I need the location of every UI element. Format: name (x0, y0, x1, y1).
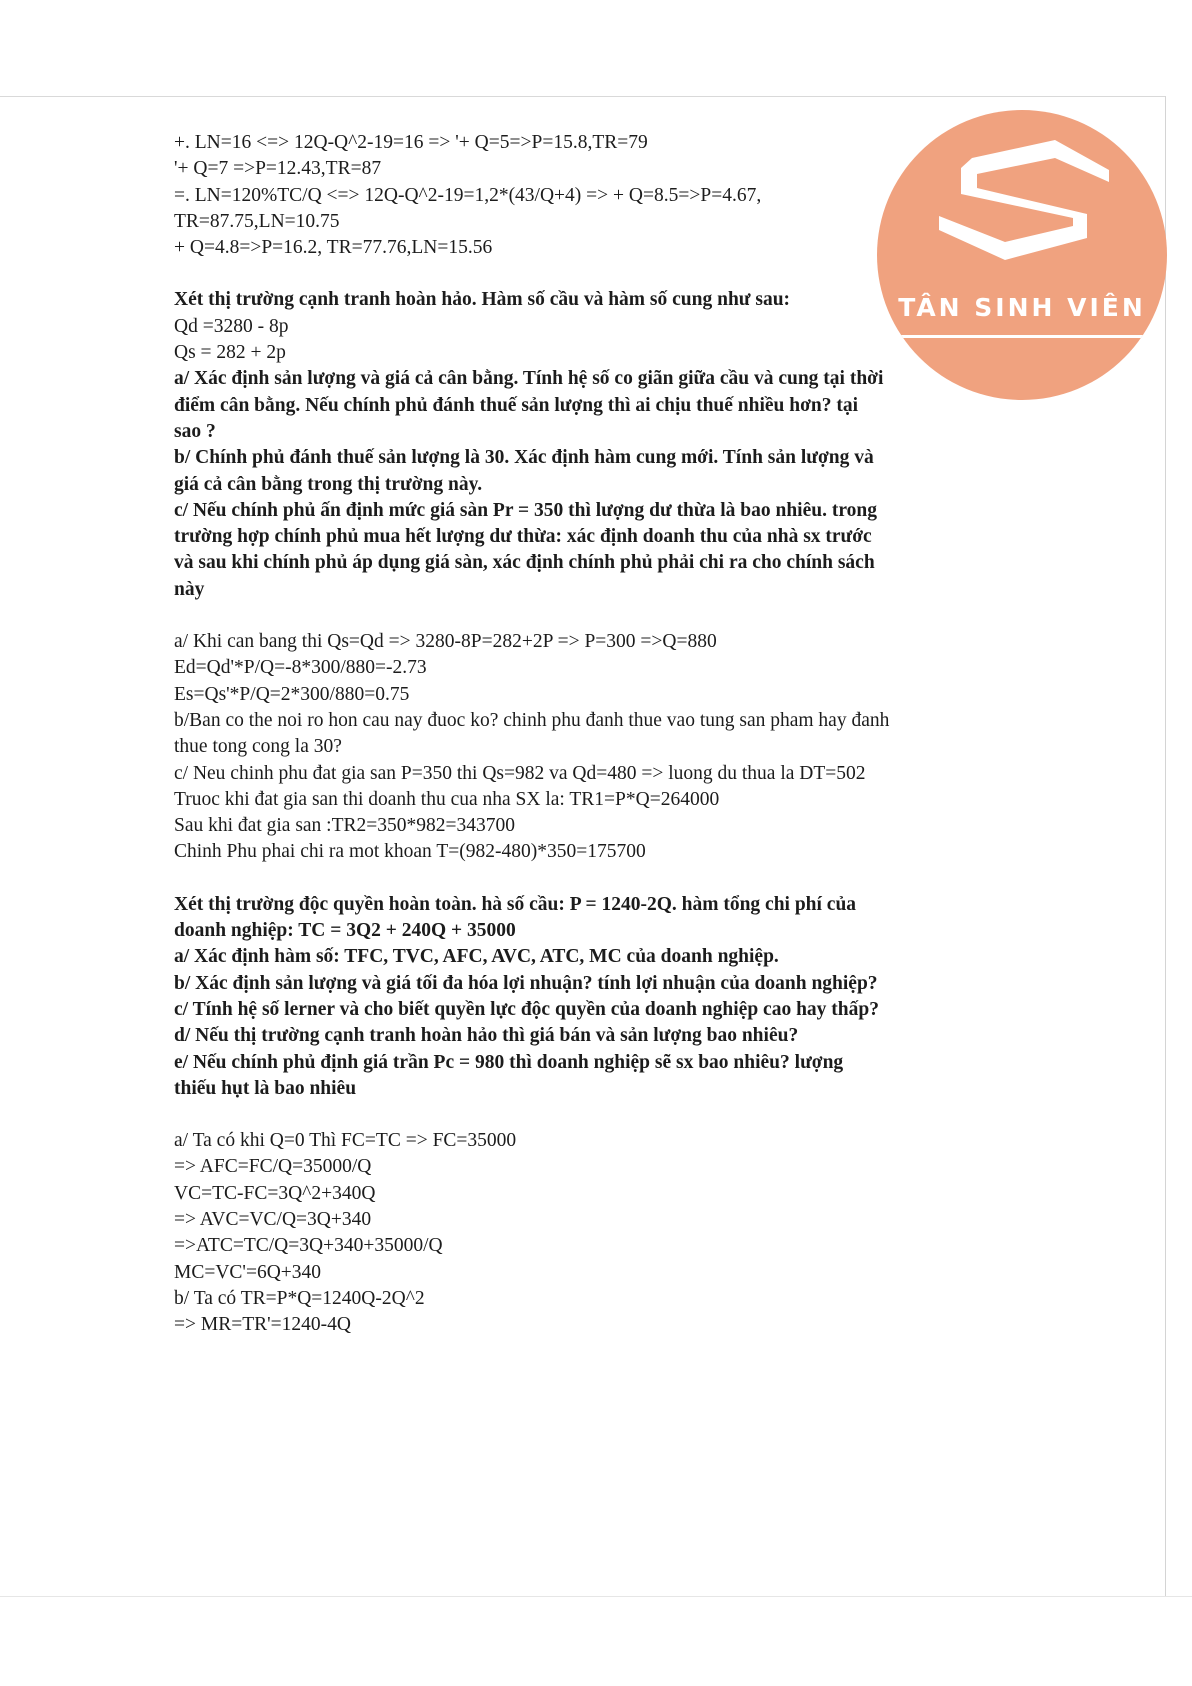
question-line: b/ Chính phủ đánh thuế sản lượng là 30. Xác định hàm cung mới. Tính sản lượng và (174, 447, 874, 469)
question-line: thiếu hụt là bao nhiêu (174, 1077, 357, 1099)
question-line: a/ Xác định hàm số: TFC, TVC, AFC, AVC, ATC, MC của doanh nghiệp. (174, 946, 779, 968)
question-line: c/ Tính hệ số lerner và cho biết quyền lực độc quyền của doanh nghiệp cao hay thấp? (174, 998, 879, 1020)
answer-line: b/Ban co the noi ro hon cau nay đuoc ko? chinh phu đanh thue vao tung san pham hay đanh (174, 709, 890, 731)
question-1-block (174, 287, 1054, 603)
answer-line: MC=VC'=6Q+340 (174, 1261, 322, 1283)
previous-answer-block (174, 130, 1054, 261)
answer-line: => AFC=FC/Q=35000/Q (174, 1156, 372, 1178)
question-line: giá cả cân bằng trong thị trường này. (174, 473, 483, 495)
answer-line: Sau khi đat gia san :TR2=350*982=343700 (174, 815, 516, 837)
document-content (174, 130, 1054, 1338)
question-line: doanh nghiệp: TC = 3Q2 + 240Q + 35000 (174, 920, 516, 942)
question-line: Qd =3280 - 8p (174, 315, 289, 337)
question-line: và sau khi chính phủ áp dụng giá sàn, xác định chính phủ phải chi ra cho chính sách (174, 552, 875, 574)
text-line: TR=87.75,LN=10.75 (174, 210, 340, 232)
question-line: điểm cân bằng. Nếu chính phủ đánh thuế sản lượng thì ai chịu thuế nhiều hơn? tại (174, 394, 859, 416)
answer-line: =>ATC=TC/Q=3Q+340+35000/Q (174, 1235, 443, 1257)
question-line: sao ? (174, 420, 216, 442)
text-line: +. LN=16 <=> 12Q-Q^2-19=16 => '+ Q=5=>P=15.8,TR=79 (174, 132, 648, 153)
answer-line: Es=Qs'*P/Q=2*300/880=0.75 (174, 683, 410, 705)
answer-line: VC=TC-FC=3Q^2+340Q (174, 1182, 376, 1204)
question-line: a/ Xác định sản lượng và giá cả cân bằng. Tính hệ số co giãn giữa cầu và cung tại thời (174, 368, 884, 390)
answer-line: Chinh Phu phai chi ra mot khoan T=(982-480)*350=175700 (174, 841, 646, 863)
answer-line: => AVC=VC/Q=3Q+340 (174, 1208, 372, 1230)
answer-line: a/ Ta có khi Q=0 Thì FC=TC => FC=35000 (174, 1130, 517, 1152)
answer-2-block (174, 1128, 1054, 1338)
question-line: e/ Nếu chính phủ định giá trần Pc = 980 thì doanh nghiệp sẽ sx bao nhiêu? lượng (174, 1051, 844, 1073)
answer-line: Truoc khi đat gia san thi doanh thu cua nha SX la: TR1=P*Q=264000 (174, 788, 720, 810)
text-line: + Q=4.8=>P=16.2, TR=77.76,LN=15.56 (174, 237, 493, 259)
answer-line: => MR=TR'=1240-4Q (174, 1314, 351, 1336)
question-line: b/ Xác định sản lượng và giá tối đa hóa lợi nhuận? tính lợi nhuận của doanh nghiệp? (174, 972, 878, 994)
question-line: này (174, 578, 205, 600)
text-line: '+ Q=7 =>P=12.43,TR=87 (174, 158, 382, 180)
question-line: Qs = 282 + 2p (174, 342, 286, 364)
question-line: c/ Nếu chính phủ ấn định mức giá sàn Pr = 350 thì lượng dư thừa là bao nhiêu. trong (174, 499, 877, 521)
answer-line: Ed=Qd'*P/Q=-8*300/880=-2.73 (174, 657, 427, 679)
answer-line: a/ Khi can bang thi Qs=Qd => 3280-8P=282+2P => P=300 =>Q=880 (174, 631, 717, 653)
question-line: trường hợp chính phủ mua hết lượng dư thừa: xác định doanh thu của nhà sx trước (174, 526, 872, 548)
answer-line: b/ Ta có TR=P*Q=1240Q-2Q^2 (174, 1287, 425, 1309)
question-2-block (174, 892, 1054, 1102)
text-line: =. LN=120%TC/Q <=> 12Q-Q^2-19=1,2*(43/Q+4) => + Q=8.5=>P=4.67, (174, 184, 762, 206)
question-line: d/ Nếu thị trường cạnh tranh hoàn hảo thì giá bán và sản lượng bao nhiêu? (174, 1025, 799, 1047)
answer-line: thue tong cong la 30? (174, 736, 342, 758)
answer-1-block (174, 629, 1054, 866)
logo-text: TÂN SINH VIÊN (898, 293, 1146, 322)
question-line: Xét thị trường cạnh tranh hoàn hảo. Hàm số cầu và hàm số cung như sau: (174, 289, 791, 311)
answer-line: c/ Neu chinh phu đat gia san P=350 thi Qs=982 va Qd=480 => luong du thua la DT=502 (174, 762, 866, 784)
bottom-bar (0, 1596, 1192, 1686)
question-line: Xét thị trường độc quyền hoàn toàn. hà số cầu: P = 1240-2Q. hàm tổng chi phí của (174, 893, 857, 915)
